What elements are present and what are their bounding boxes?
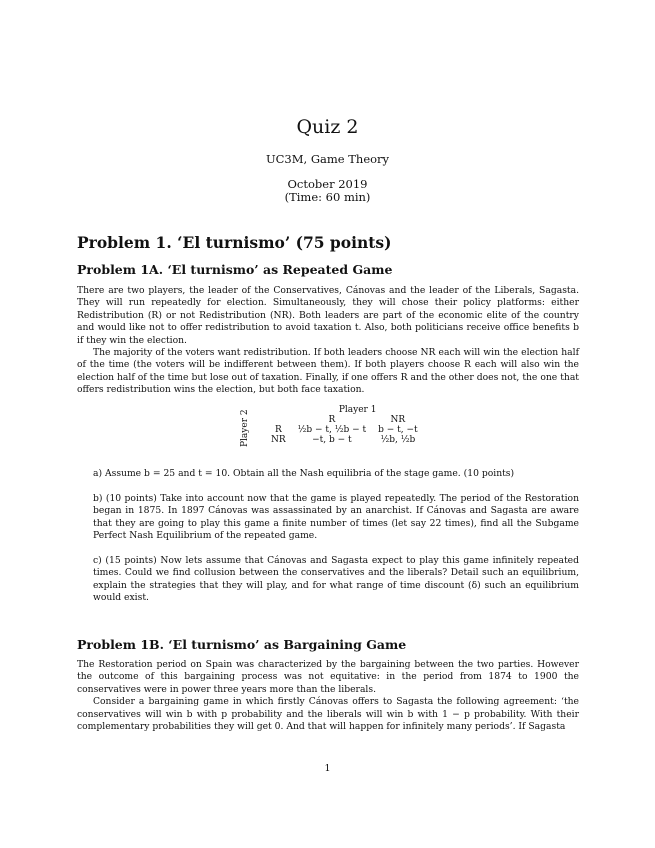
problem-1b-text: [77, 659, 579, 733]
problem-1b-para-2: Consider a bargaining game in which firstly Cánovas offers to Sagasta the following agreement: ‘the conservatives will win b with p probability and the liberals will win b with 1 − p probability. With their complementary probabilities they will get 0. And that will happen for infinitely many periods’. If Sagasta: [77, 696, 579, 733]
payoff-cell: ½b − t, ½b − t: [297, 425, 367, 435]
player-1-label: Player 1: [338, 405, 377, 415]
payoff-matrix: [239, 405, 424, 445]
row-header-R: R: [274, 425, 282, 435]
quiz-title: Quiz 2: [296, 116, 359, 138]
row-header-NR: NR: [271, 435, 286, 445]
date-block: [0, 178, 655, 204]
col-header-R: R: [328, 415, 336, 425]
problem-1a-para-2: The majority of the voters want redistribution. If both leaders choose NR each will win the election half of the time (the voters will be indifferent between them). If both players choose R each will also win the election half of the time but lose out of taxation. Finally, if one offers R and the other does not, the one that offers redistribution wins the election, but both face taxation.: [77, 347, 579, 396]
problem-1a-para-1: There are two players, the leader of the Conservatives, Cánovas and the leader of the Liberals, Sagasta. They will run repeatedly for election. Simultaneously, they will chose their policy platforms: either Redistribution (R) or not Redistribution (NR). Both leaders are part of the economic elite of the country and would like not to offer redistribution to avoid taxation t. Also, both politicians receive office benefits b if they win the election.: [77, 285, 579, 346]
payoff-cell: b − t, −t: [378, 425, 418, 435]
player-2-label: Player 2: [240, 409, 250, 447]
quiz-time: (Time: 60 min): [284, 190, 371, 204]
problem-1b-para-1: The Restoration period on Spain was characterized by the bargaining between the two parties. However the outcome of this bargaining process was not equitative: in the period from 1874 to 1900 the conservatives were in power three years more than the liberals.: [77, 659, 579, 695]
page-number: 1: [324, 763, 331, 774]
problem-1b-heading: Problem 1B. ‘El turnismo’ as Bargaining Game: [77, 637, 407, 652]
payoff-cell: −t, b − t: [312, 435, 352, 445]
course-subtitle: UC3M, Game Theory: [265, 152, 390, 166]
problem-1a-text: [77, 285, 579, 397]
question-c: c) (15 points) Now lets assume that Cánovas and Sagasta expect to play this game infinitely repeated times. Could we find collusion between the conservatives and the liberals? Detail such an equilibrium, explain the strategies that they will play, and for what range of time discount (δ) such an equilibrium would exist.: [93, 555, 579, 604]
problem-1-heading: Problem 1. ‘El turnismo’ (75 points): [77, 233, 392, 252]
question-b: b) (10 points) Take into account now that the game is played repeatedly. The period of the Restoration began in 1875. In 1897 Cánovas was assassinated by an anarchist. If Cánovas and Sagasta are aware that they are going to play this game a finite number of times (let say 22 times), find all the Subgame Perfect Nash Equilibrium of the repeated game.: [93, 493, 579, 542]
quiz-date: October 2019: [287, 177, 368, 191]
question-a: a) Assume b = 25 and t = 10. Obtain all the Nash equilibria of the stage game. (10 points): [93, 468, 515, 479]
problem-1a-heading: Problem 1A. ‘El turnismo’ as Repeated Game: [77, 262, 393, 277]
payoff-cell: ½b, ½b: [380, 435, 416, 445]
col-header-NR: NR: [390, 415, 406, 425]
